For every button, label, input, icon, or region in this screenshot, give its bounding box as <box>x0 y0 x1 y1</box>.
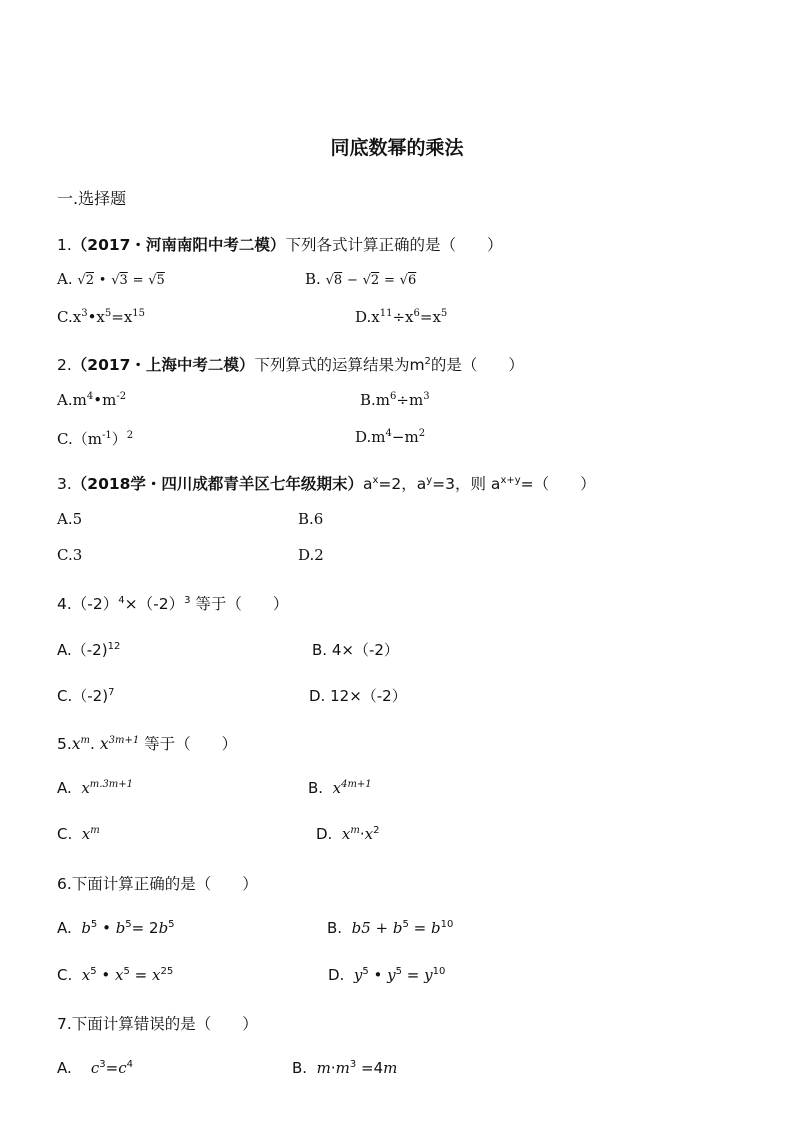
option-6a: A. $b^5$ • $b^5= 2b^5$ <box>57 919 175 937</box>
option-3c: C.3 <box>57 546 83 564</box>
question-3: 3.（2018学・四川成都青羊区七年级期末）$a^x=2$，$a^y=3$，则 $a^{x+y}=$（ ） <box>57 474 596 493</box>
option-7b: B. $m\cdot m^3 =4m$ <box>292 1059 398 1077</box>
option-1a: A. √2 • √3 = √5 <box>57 270 165 288</box>
option-6c: C. $x^5$ • $x^5 = x^{25}$ <box>57 966 174 984</box>
option-1c: $C.x^3•x^5=x^{15}$ <box>57 308 146 326</box>
option-4d: D. 12×（-2） <box>309 687 407 705</box>
question-number: 1. <box>57 236 72 254</box>
option-4a: A.（-2)$^{12}$ <box>57 641 121 659</box>
question-2: 2.（2017・上海中考二模）下列算式的运算结果为$m^2$的是（ ） <box>57 355 524 374</box>
option-1d: $D.x^{11}\div x^6=x^5$ <box>355 308 448 326</box>
section-heading: 一.选择题 <box>57 189 127 208</box>
option-5d: D. $x^m\cdot x^2$ <box>316 825 380 843</box>
option-2b: $B.m^6\div m^3$ <box>360 391 430 409</box>
question-stem: 下列各式计算正确的是（ ） <box>285 236 503 254</box>
question-4: $4.(-2)^4\times(-2)^3$ 等于（ ） <box>57 594 289 613</box>
option-6d: D. $y^5$ • $y^5 = y^{10}$ <box>328 966 446 984</box>
option-5a: A. $x^{m.3m+1}$ <box>57 779 134 797</box>
option-4b: B. 4×（-2） <box>312 641 399 659</box>
page-title: 同底数幂的乘法 <box>330 137 464 159</box>
option-6b: B. $b5 + b^5 = b^{10}$ <box>327 919 454 937</box>
option-5b: B. $x^{4m+1}$ <box>308 779 372 797</box>
option-3a: A.5 <box>57 510 83 528</box>
question-1 <box>57 233 502 255</box>
option-1b: B. √8 − √2 = √6 <box>305 270 417 288</box>
option-2a: $A.m^4•m^{-2}$ <box>57 391 127 409</box>
option-4c: C.（-2)$^7$ <box>57 687 115 705</box>
option-5c: C. $x^m$ <box>57 825 100 843</box>
option-2c: $C.(m^{-1})^2$ <box>57 430 134 448</box>
option-2d: $D.m^4-m^2$ <box>355 428 426 446</box>
option-3b: B.6 <box>298 510 324 528</box>
option-7a: A. $c^3=c^4$ <box>57 1059 133 1077</box>
question-5: $5.x^m$. $x^{3m+1}$ 等于（ ） <box>57 734 238 753</box>
question-6: 6.下面计算正确的是（ ） <box>57 875 258 893</box>
question-7: 7.下面计算错误的是（ ） <box>57 1015 258 1033</box>
question-source: （2017・河南南阳中考二模） <box>71 236 286 254</box>
option-3d: D.2 <box>298 546 324 564</box>
